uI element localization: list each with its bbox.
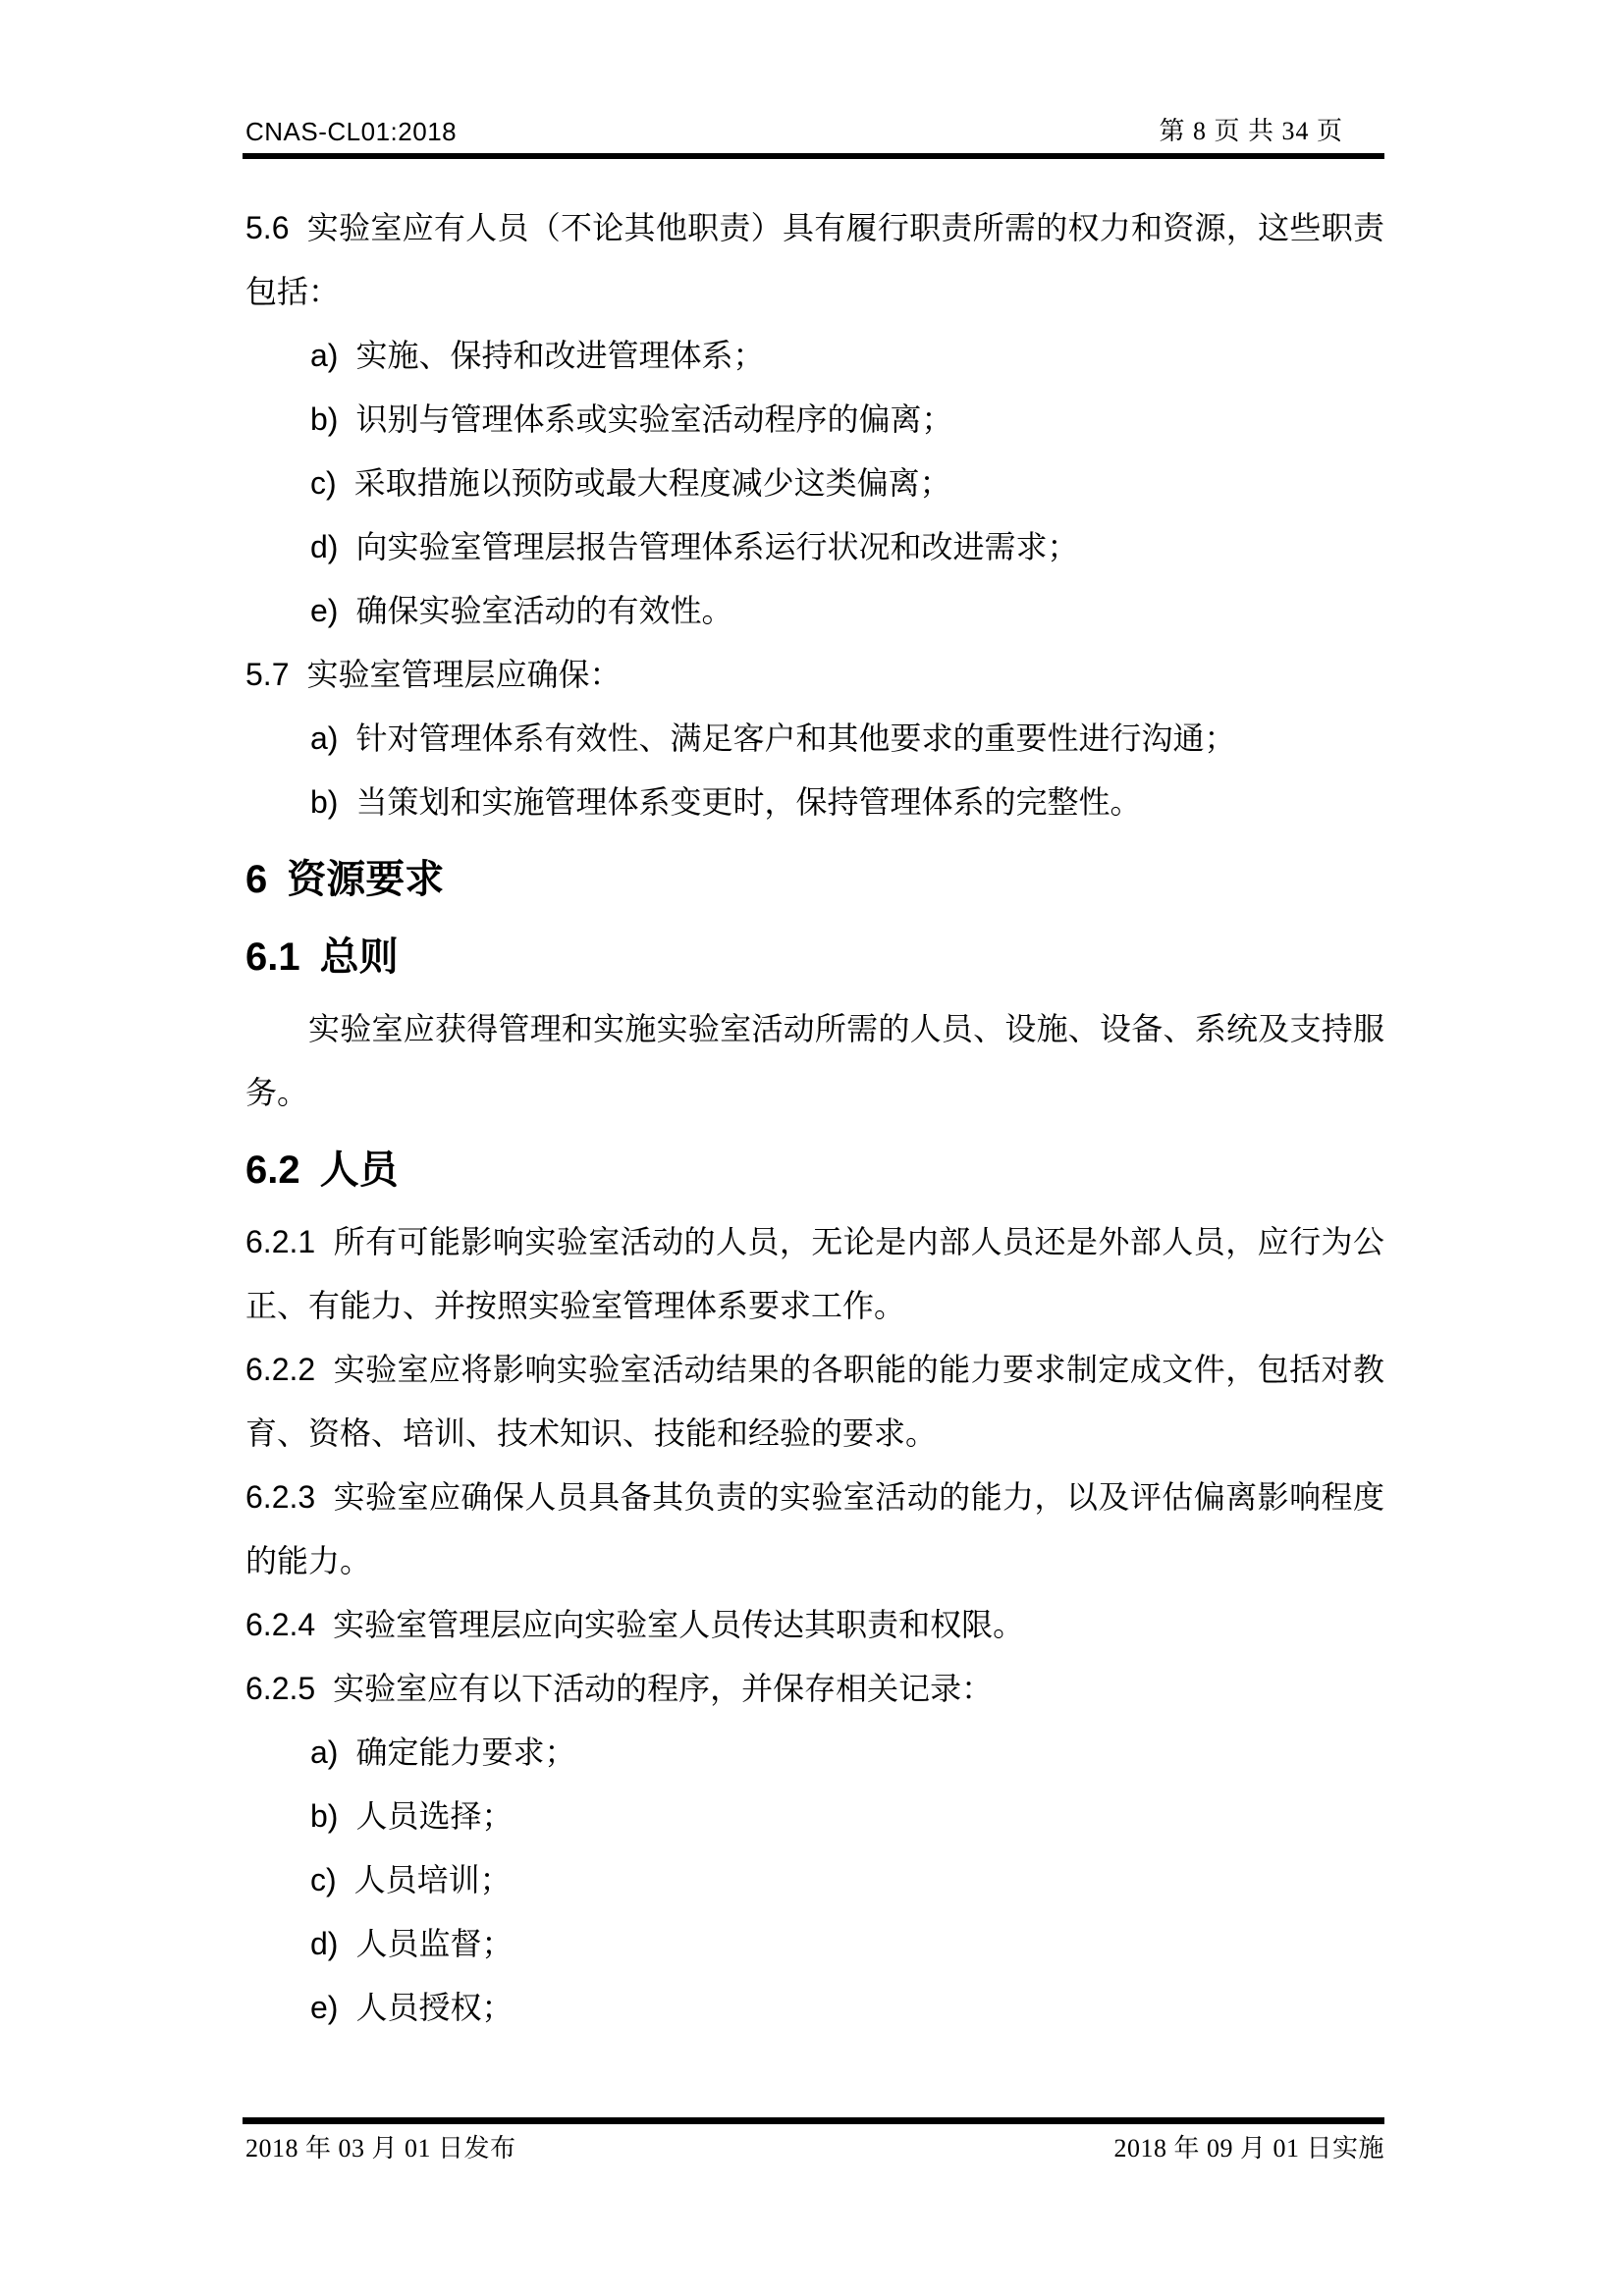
heading-6-2-text: 人员 xyxy=(319,1148,399,1192)
heading-6-text: 资源要求 xyxy=(287,858,445,901)
list-item-5-6-a xyxy=(245,324,1384,388)
document-body xyxy=(245,159,1384,2040)
clause-6-2-2-text: 实验室应将影响实验室活动结果的各职能的能力要求制定成文件，包括对教育、资格、培训、技术知识、技能和经验的要求。 xyxy=(245,1352,1384,1451)
heading-6-resources xyxy=(245,848,1384,912)
list-item-5-6-b xyxy=(245,388,1384,452)
heading-6-1-text: 总则 xyxy=(319,935,399,979)
list-item-5-6-d xyxy=(245,515,1384,579)
clause-6-2-1-number: 6.2.1 xyxy=(245,1224,316,1259)
clause-6-2-5-number: 6.2.5 xyxy=(245,1671,316,1706)
list-marker: a) xyxy=(310,721,339,756)
list-item-text: 人员选择； xyxy=(355,1798,514,1834)
paragraph-6-1: 实验室应获得管理和实施实验室活动所需的人员、设施、设备、系统及支持服务。 xyxy=(245,1011,1384,1110)
list-marker: b) xyxy=(310,784,339,820)
list-marker: c) xyxy=(310,465,337,501)
clause-6-2-4-text: 实验室管理层应向实验室人员传达其职责和权限。 xyxy=(333,1607,1025,1642)
clause-6-2-3-text: 实验室应确保人员具备其负责的实验室活动的能力，以及评估偏离影响程度的能力。 xyxy=(245,1479,1384,1578)
clause-5-6-text: 实验室应有人员（不论其他职责）具有履行职责所需的权力和资源，这些职责包括： xyxy=(245,210,1384,309)
heading-6-2-personnel xyxy=(245,1139,1384,1202)
clause-6-2-4-number: 6.2.4 xyxy=(245,1607,316,1642)
footer-rule xyxy=(243,2117,1384,2124)
list-item-text: 人员授权； xyxy=(355,1990,514,2025)
list-item-text: 针对管理体系有效性、满足客户和其他要求的重要性进行沟通； xyxy=(355,721,1236,756)
clause-6-2-2 xyxy=(245,1338,1384,1466)
list-item-text: 向实验室管理层报告管理体系运行状况和改进需求； xyxy=(355,529,1079,564)
list-marker: a) xyxy=(310,338,339,373)
clause-5-6 xyxy=(245,196,1384,324)
implement-date: 2018 年 09 月 01 日实施 xyxy=(1113,2134,1384,2163)
clause-6-2-1-text: 所有可能影响实验室活动的人员，无论是内部人员还是外部人员，应行为公正、有能力、并按照实验室管理体系要求工作。 xyxy=(245,1224,1384,1323)
list-item-5-7-a xyxy=(245,707,1384,771)
clause-6-2-5-text: 实验室应有以下活动的程序，并保存相关记录： xyxy=(333,1671,994,1706)
list-marker: c) xyxy=(310,1862,337,1897)
list-item-text: 当策划和实施管理体系变更时，保持管理体系的完整性。 xyxy=(355,784,1142,820)
list-marker: b) xyxy=(310,401,339,437)
list-item-text: 确定能力要求； xyxy=(355,1735,576,1770)
heading-6-1-number: 6.1 xyxy=(245,935,300,979)
list-marker: d) xyxy=(310,1926,339,1961)
heading-6-2-number: 6.2 xyxy=(245,1148,300,1192)
page-header xyxy=(245,0,1384,147)
list-marker: d) xyxy=(310,529,339,564)
heading-6-1-general xyxy=(245,926,1384,989)
list-item-6-2-5-b xyxy=(245,1785,1384,1848)
list-item-6-2-5-a xyxy=(245,1721,1384,1785)
list-marker: a) xyxy=(310,1735,339,1770)
clause-6-2-4 xyxy=(245,1593,1384,1657)
page-number-label: 第 8 页 共 34 页 xyxy=(1159,117,1343,145)
list-item-text: 识别与管理体系或实验室活动程序的偏离； xyxy=(355,401,953,437)
list-item-6-2-5-e xyxy=(245,1976,1384,2040)
clause-6-2-1 xyxy=(245,1210,1384,1338)
clause-5-7 xyxy=(245,643,1384,707)
list-item-text: 人员监督； xyxy=(355,1926,514,1961)
list-item-6-2-5-c xyxy=(245,1848,1384,1912)
list-item-text: 实施、保持和改进管理体系； xyxy=(355,338,765,373)
list-item-text: 人员培训； xyxy=(353,1862,512,1897)
clause-6-2-3 xyxy=(245,1466,1384,1593)
list-marker: e) xyxy=(310,1990,339,2025)
list-item-text: 确保实验室活动的有效性。 xyxy=(355,593,733,628)
clause-6-2-5 xyxy=(245,1657,1384,1721)
list-item-text: 采取措施以预防或最大程度减少这类偏离； xyxy=(353,465,951,501)
clause-6-2-3-number: 6.2.3 xyxy=(245,1479,316,1515)
clause-5-7-number: 5.7 xyxy=(245,657,290,692)
clause-6-2-2-number: 6.2.2 xyxy=(245,1352,316,1387)
list-item-5-6-e xyxy=(245,579,1384,643)
list-item-5-6-c xyxy=(245,452,1384,515)
clause-5-6-number: 5.6 xyxy=(245,210,290,245)
heading-6-number: 6 xyxy=(245,858,268,901)
document-code: CNAS-CL01:2018 xyxy=(245,117,458,146)
issue-date: 2018 年 03 月 01 日发布 xyxy=(245,2134,516,2163)
list-marker: e) xyxy=(310,593,339,628)
list-marker: b) xyxy=(310,1798,339,1834)
list-item-6-2-5-d xyxy=(245,1912,1384,1976)
footer-row xyxy=(245,2132,1384,2165)
list-item-5-7-b xyxy=(245,771,1384,834)
page-footer xyxy=(0,2117,1624,2165)
clause-5-7-text: 实验室管理层应确保： xyxy=(306,657,622,692)
